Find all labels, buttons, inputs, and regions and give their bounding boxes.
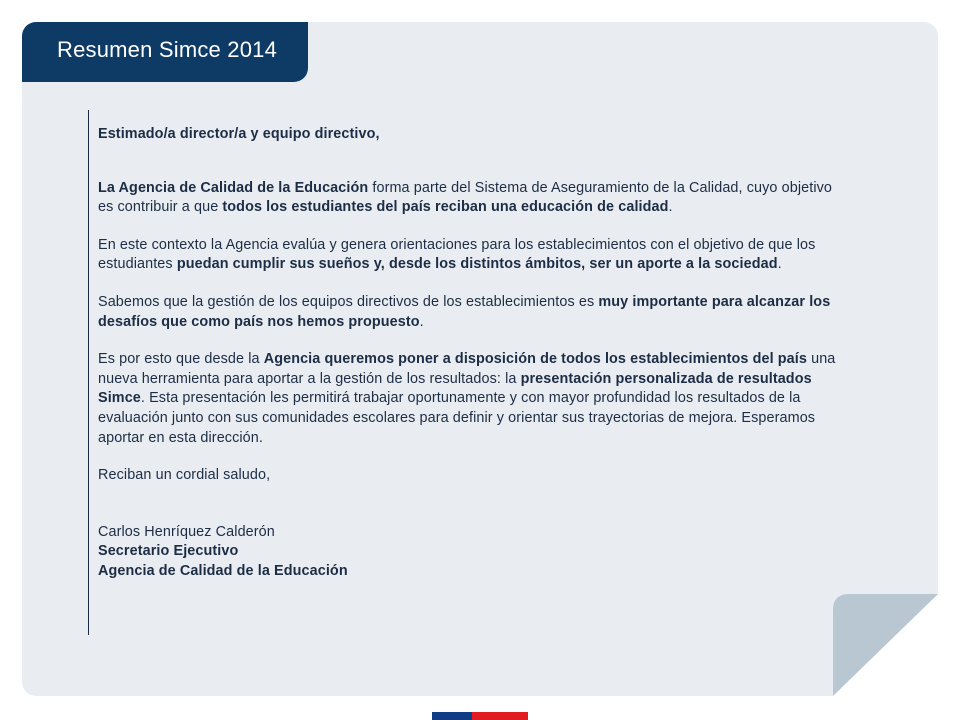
paragraph-1: La Agencia de Calidad de la Educación forma parte del Sistema de Aseguramiento de la Calidad, cuyo objetivo es contribuir a que todos los estudiantes del país reciban una educación de calidad.	[98, 179, 833, 216]
paragraph-2: En este contexto la Agencia evalúa y genera orientaciones para los establecimientos con el objetivo de que los estudiantes puedan cumplir sus sueños y, desde los distintos ámbitos, ser un aporte a la sociedad.	[98, 236, 816, 273]
page-title: Resumen Simce 2014	[57, 37, 278, 62]
letter-left-rule	[88, 110, 89, 635]
flag-blue-bar	[432, 712, 472, 720]
letter-closing: Reciban un cordial saludo,	[98, 467, 271, 484]
page-curl-decoration	[833, 594, 938, 696]
letter-body	[98, 125, 850, 582]
paragraph-4: Es por esto que desde la Agencia queremos poner a disposición de todos los establecimientos del país una nueva herramienta para aportar a la gestión de los resultados: la presentación personalizada de resultados Simce. Esta presentación les permitirá trabajar oportunamente y con mayor profundidad los resultados de la evaluación junto con sus comunidades escolares para definir y orientar sus trayectorias de mejora. Esperamos aportar en esta dirección.	[98, 351, 836, 446]
paragraph-3: Sabemos que la gestión de los equipos directivos de los establecimientos es muy importante para alcanzar los desafíos que como país nos hemos propuesto.	[98, 293, 831, 330]
flag-red-bar	[472, 712, 528, 720]
flag-stripe	[432, 712, 528, 720]
signature-org: Agencia de Calidad de la Educación	[98, 562, 348, 579]
letter-greeting: Estimado/a director/a y equipo directivo,	[98, 126, 380, 142]
signature-name: Carlos Henríquez Calderón	[98, 523, 275, 540]
signature-role: Secretario Ejecutivo	[98, 543, 239, 560]
